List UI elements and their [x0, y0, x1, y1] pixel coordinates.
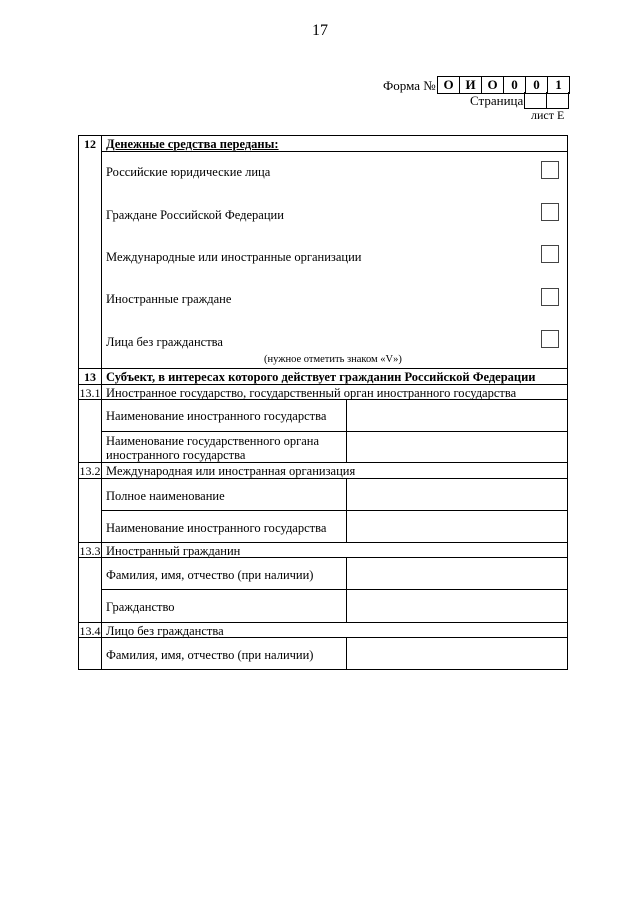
checkbox-russian-legal-entities[interactable] [541, 161, 559, 179]
subsection-13-1-number: 13.1 [79, 386, 101, 400]
form-number-label: Форма № [383, 78, 436, 93]
subsection-13-4-top-line [78, 622, 568, 623]
subsection-13-4-title: Лицо без гражданства [106, 624, 224, 638]
field-stateless-person-name-input[interactable] [346, 638, 567, 669]
subsection-13-4-number: 13.4 [79, 624, 101, 638]
field-state-body-name-input[interactable] [346, 432, 567, 462]
option-russian-citizens: Граждане Российской Федерации [106, 208, 284, 222]
field-full-name-label: Полное наименование [106, 489, 225, 503]
field-foreign-state-name-input[interactable] [346, 400, 567, 430]
section-13-title: Субъект, в интересах которого действует гражданин Российской Федерации [106, 370, 536, 384]
subsection-13-1-title: Иностранное государство, государственный орган иностранного государства [106, 386, 517, 400]
subsection-13-2-title: Международная или иностранная организация [106, 464, 356, 478]
option-foreign-citizens: Иностранные граждане [106, 292, 232, 306]
checkbox-note: (нужное отметить знаком «V») [264, 354, 402, 365]
page-number-cell[interactable] [547, 92, 568, 108]
checkbox-international-organizations[interactable] [541, 245, 559, 263]
field-foreign-citizen-name-label: Фамилия, имя, отчество (при наличии) [106, 568, 314, 582]
field-full-name-input[interactable] [346, 479, 567, 510]
form-code-cell: О [438, 77, 460, 93]
field-org-state-name-input[interactable] [346, 511, 567, 542]
form-code-cell: 0 [526, 77, 548, 93]
checkbox-stateless-persons[interactable] [541, 330, 559, 348]
field-column-divider [346, 399, 347, 462]
checkbox-russian-citizens[interactable] [541, 203, 559, 221]
field-column-divider [346, 478, 347, 542]
page-number: 17 [312, 22, 328, 39]
field-foreign-citizen-name-input[interactable] [346, 558, 567, 589]
subsection-13-3-number: 13.3 [79, 544, 101, 558]
page-label: Страница [470, 93, 524, 108]
page-number-cell[interactable] [525, 92, 547, 108]
form-code-cell: О [482, 77, 504, 93]
field-foreign-state-name-label: Наименование иностранного государства [106, 409, 327, 423]
form-code-cell: 0 [504, 77, 526, 93]
option-stateless-persons: Лица без гражданства [106, 335, 223, 349]
field-citizenship-label: Гражданство [106, 600, 175, 614]
sheet-label: лист Е [531, 108, 565, 122]
subsection-13-3-title: Иностранный гражданин [106, 544, 241, 558]
field-state-body-name-label-line1: Наименование государственного органа [106, 434, 320, 448]
checkbox-foreign-citizens[interactable] [541, 288, 559, 306]
form-code-cell: 1 [555, 77, 562, 92]
section-13-top-line [78, 368, 568, 369]
page-number-cells [524, 92, 569, 109]
section-12-title-line [101, 151, 568, 152]
field-stateless-person-name-label: Фамилия, имя, отчество (при наличии) [106, 648, 314, 662]
section-13-number: 13 [84, 370, 96, 384]
subsection-13-2-top-line [78, 462, 568, 463]
section-12-title: Денежные средства переданы: [106, 137, 279, 151]
option-russian-legal-entities: Российские юридические лица [106, 165, 271, 179]
field-citizenship-input[interactable] [346, 590, 567, 622]
subsection-13-3-top-line [78, 542, 568, 543]
section-13-title-line [78, 384, 568, 385]
field-state-body-name-label-line2: иностранного государства [106, 448, 246, 462]
form-code-cell: И [460, 77, 482, 93]
section-12-number: 12 [84, 137, 96, 151]
field-org-state-name-label: Наименование иностранного государства [106, 521, 327, 535]
field-column-divider [346, 637, 347, 670]
field-column-divider [346, 557, 347, 622]
option-international-organizations: Международные или иностранные организации [106, 250, 362, 264]
subsection-13-2-number: 13.2 [79, 464, 101, 478]
